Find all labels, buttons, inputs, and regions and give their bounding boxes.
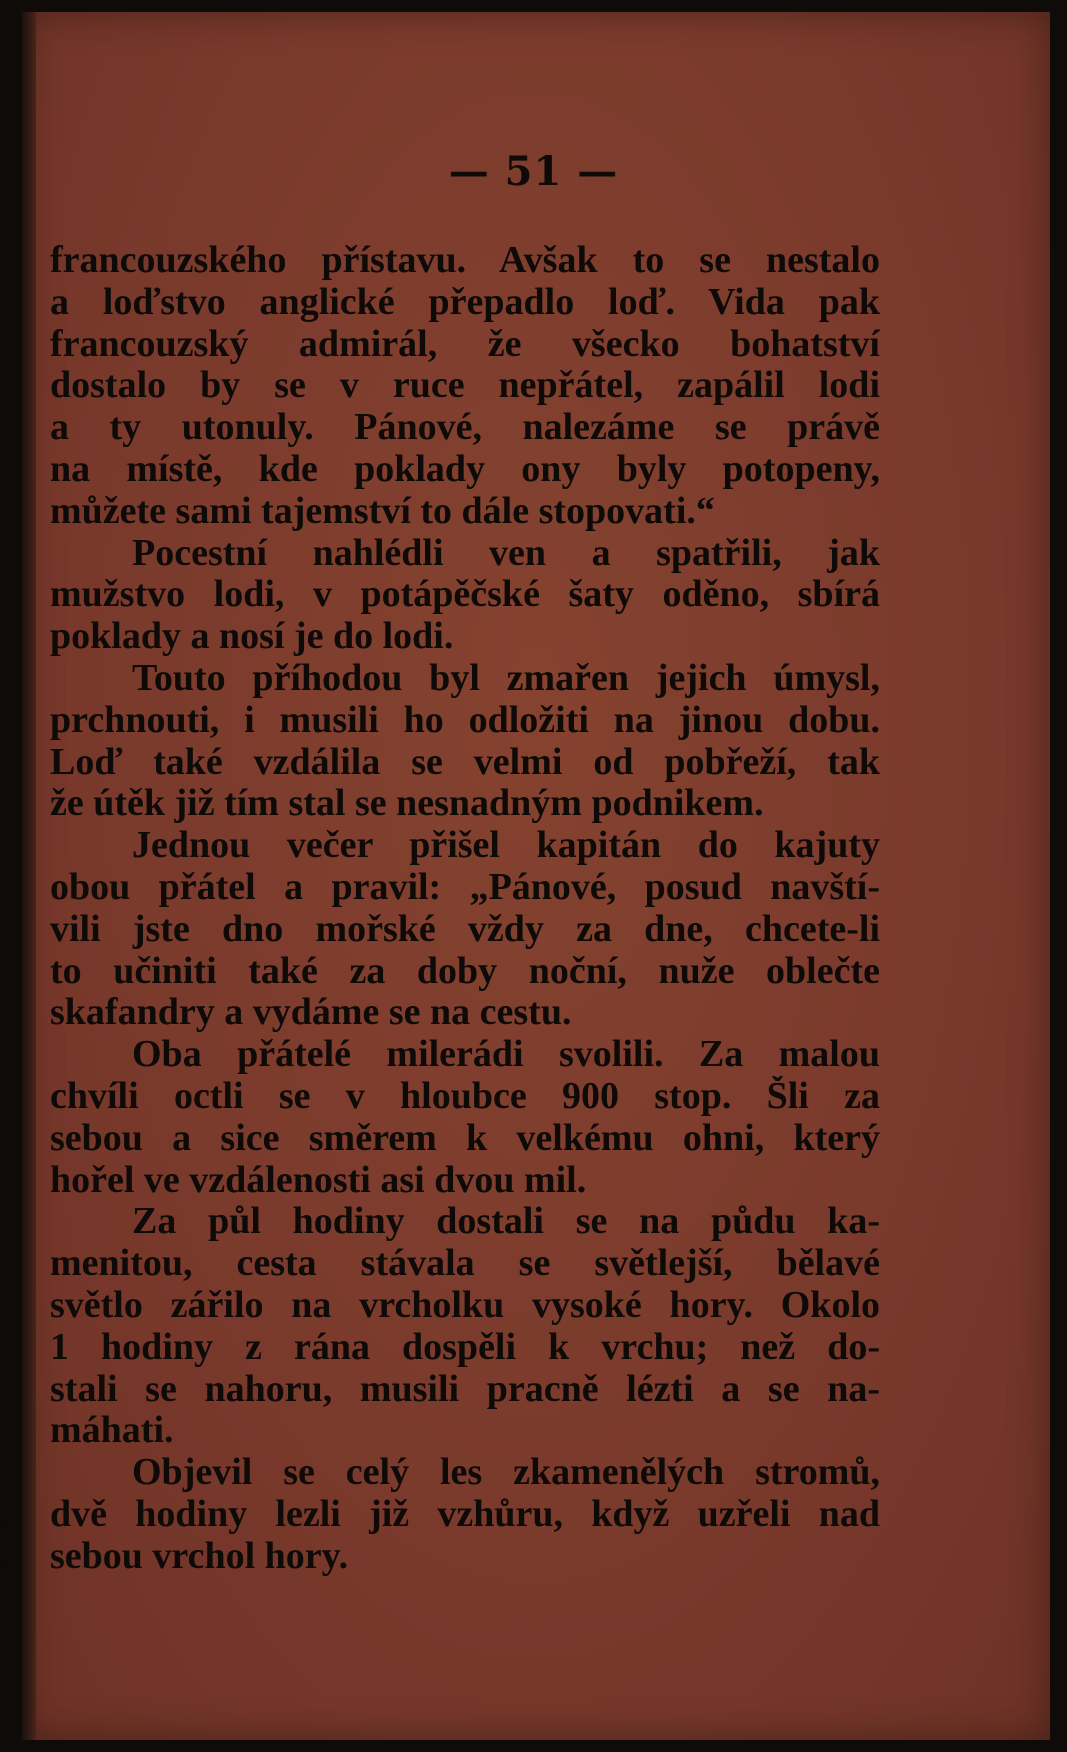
text-line: Oba přátelé milerádi svolili. Za malou <box>132 1034 880 1076</box>
paragraph <box>50 1201 880 1452</box>
text-line: můžete sami tajemství to dále stopovati.“ <box>50 490 715 532</box>
text-line: sebou vrchol hory. <box>50 1535 349 1577</box>
text-line: Za půl hodiny dostali se na půdu ka- <box>132 1201 880 1243</box>
text-line: skafandry a vydáme se na cestu. <box>50 992 572 1034</box>
text-line: to učiniti také za doby noční, nuže oblečte <box>50 950 880 992</box>
text-line: francouzského přístavu. Avšak to se nestalo <box>50 240 880 281</box>
text-line: na místě, kde poklady ony byly potopeny, <box>50 448 880 490</box>
text-line: obou přátel a pravil: „Pánové, posud navští- <box>50 866 880 908</box>
paragraph <box>50 533 880 658</box>
text-line: sebou a sice směrem k velkému ohni, který <box>50 1117 880 1159</box>
page-number: — 51 — <box>448 148 619 195</box>
text-line: vili jste dno mořské vždy za dne, chcete-li <box>50 908 880 950</box>
text-line: a loďstvo anglické přepadlo loď. Vida pak <box>50 281 880 323</box>
text-line: světlo zářilo na vrcholku vysoké hory. Okolo <box>50 1284 880 1326</box>
text-line: prchnouti, i musili ho odložiti na jinou dobu. <box>50 699 880 741</box>
margin-mark <box>4 1345 9 1350</box>
text-line: hořel ve vzdálenosti asi dvou mil. <box>50 1159 587 1201</box>
body-text <box>50 240 880 1578</box>
text-line: menitou, cesta stávala se světlejší, bělavé <box>50 1243 880 1285</box>
text-line: máhati. <box>50 1410 174 1452</box>
paragraph <box>50 658 880 825</box>
text-line: Touto příhodou byl zmařen jejich úmysl, <box>132 657 880 699</box>
text-line: Objevil se celý les zkamenělých stromů, <box>132 1452 880 1494</box>
margin-mark <box>4 1520 9 1527</box>
text-line: Jednou večer přišel kapitán do kajuty <box>132 825 880 867</box>
margin-mark <box>4 1300 9 1305</box>
paragraph <box>50 1452 880 1577</box>
text-line: francouzský admirál, že všecko bohatství <box>50 323 880 365</box>
margin-mark <box>4 1392 9 1397</box>
paragraph <box>50 825 880 1034</box>
text-line: chvíli octli se v hloubce 900 stop. Šli za <box>50 1075 880 1117</box>
text-line: dvě hodiny lezli již vzhůru, když uzřeli nad <box>50 1493 880 1535</box>
margin-mark <box>4 1475 9 1480</box>
paragraph <box>50 1034 880 1201</box>
text-line: poklady a nosí je do lodi. <box>50 616 454 658</box>
text-line: a ty utonuly. Pánové, nalezáme se právě <box>50 407 880 449</box>
text-line: stali se nahoru, musili pracně lézti a se na- <box>50 1368 880 1410</box>
text-line: mužstvo lodi, v potápěčské šaty oděno, sbírá <box>50 574 880 616</box>
margin-mark <box>4 1560 9 1567</box>
page-binding-edge <box>22 12 36 1740</box>
text-line: 1 hodiny z rána dospěli k vrchu; než do- <box>50 1326 880 1368</box>
text-line: že útěk již tím stal se nesnadným podnikem. <box>50 783 764 825</box>
paragraph <box>50 240 880 533</box>
text-line: dostalo by se v ruce nepřátel, zapálil lodi <box>50 365 880 407</box>
text-line: Loď také vzdálila se velmi od pobřeží, tak <box>50 741 880 783</box>
text-line: Pocestní nahlédli ven a spatřili, jak <box>132 532 880 574</box>
